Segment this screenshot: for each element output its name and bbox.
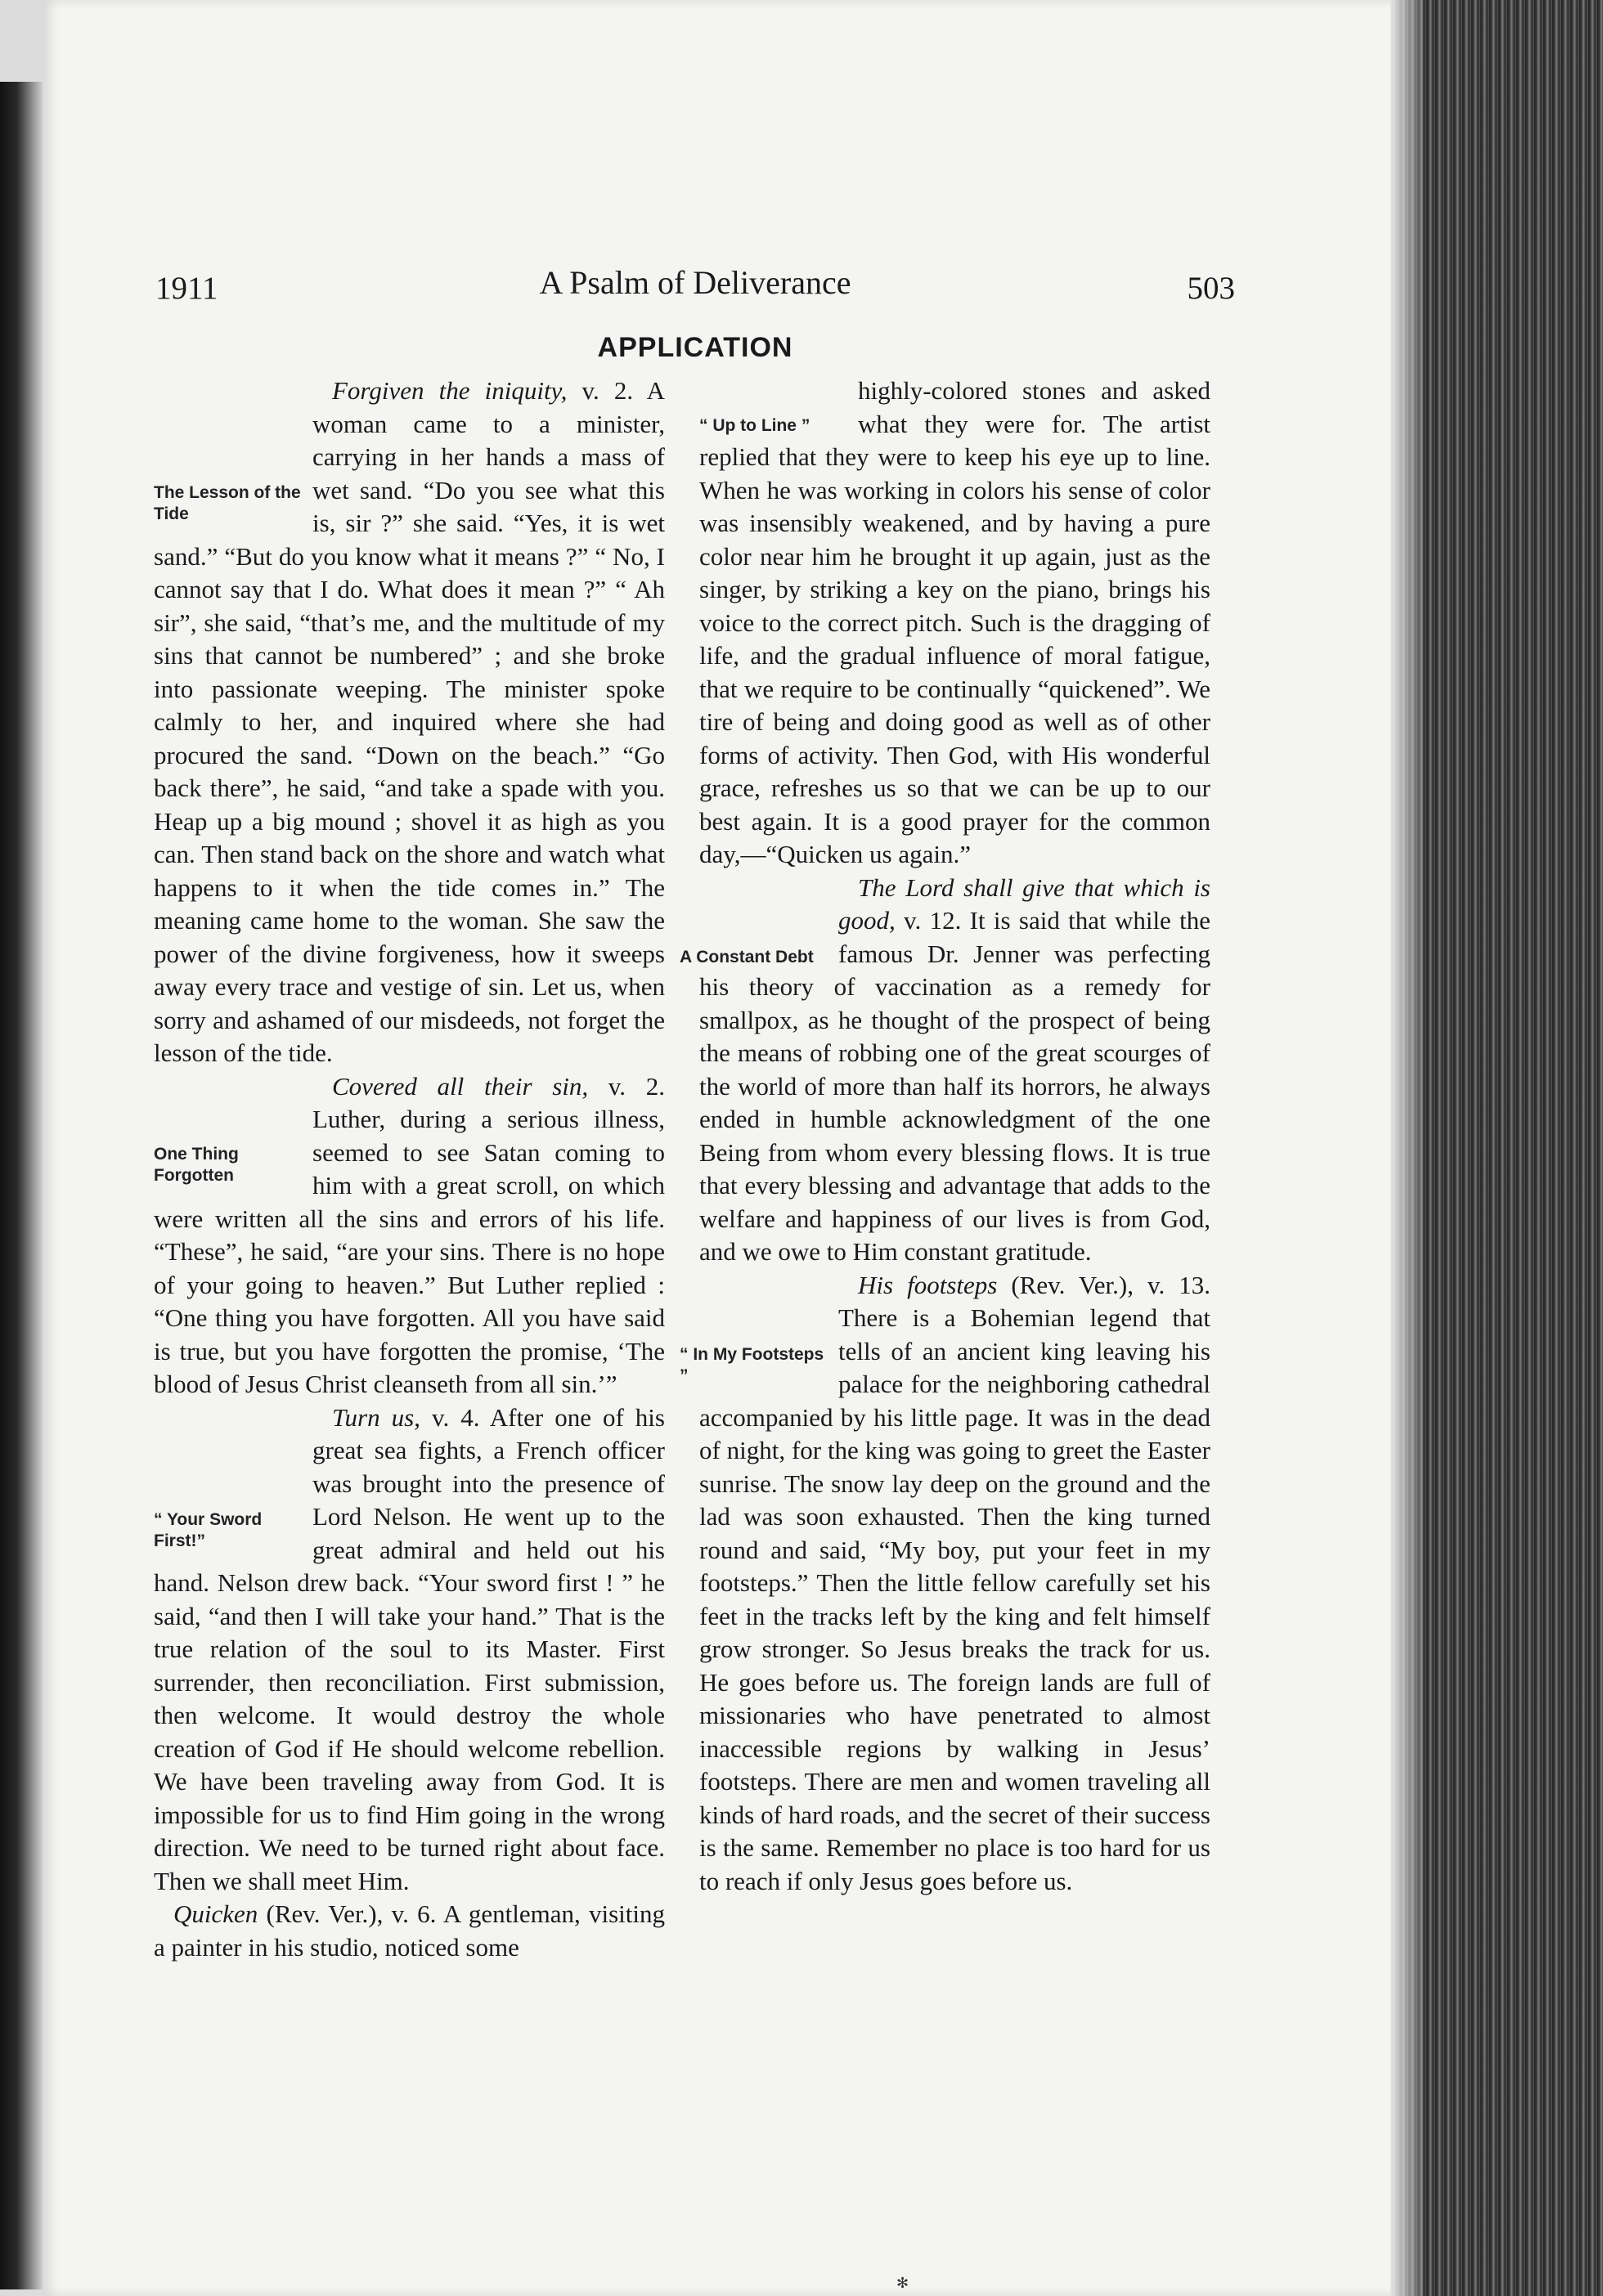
paragraph-forgiven [154, 374, 665, 1070]
sidenote-constant-debt: A Constant Debt [680, 947, 814, 966]
paragraph-footsteps [680, 1269, 1210, 1899]
header-title: A Psalm of Deliverance [539, 264, 851, 301]
paragraph-lord-good [680, 872, 1210, 1269]
left-column [154, 374, 665, 1964]
ink-fleck: ✻ [896, 2275, 909, 2291]
text-lord-good: v. 12. It is said that while the famous Dr. Jenner was perfecting his theory of vaccination as a remedy for smallpox, as he thought of the prospect of being the means of robbing one of the great scourges of the world of more than half its horrors, he always ended in humble acknowledgment of the one Being from whom every blessing flows. It is true that every blessing and advantage that adds to the welfare and happiness of our lives is from God, and we owe to Him constant gratitude. [699, 906, 1210, 1266]
text-stones: highly-colored stones and asked what they were for. The artist replied that they were to keep his eye up to line. When he was working in colors his sense of color was insensibly weakened, and by having a pure color near him he brought it up again, just as the singer, by striking a key on the piano, brings his voice to the correct pitch. Such is the dragging of life, and the gradual influence of moral fatigue, that we require to be continually “quickened”. We tire of being and doing good as well as of other forms of activity. Then God, with His wonderful grace, refreshes us so that we can be up to our best again. It is a good prayer for the common day,—“Quicken us again.” [699, 376, 1210, 868]
section-title: APPLICATION [597, 332, 793, 363]
paragraph-covered [154, 1070, 665, 1401]
text-footsteps: (Rev. Ver.), v. 13. There is a Bohemian legend that tells of an ancient king leaving his palace for the neighboring cathedral accompanied by his little page. It was in the dead of night, for the king was going to greet the Easter sunrise. The snow lay deep on the ground and the lad was soon exhausted. Then the king turned round and said, “My boy, put your feet in my footsteps.” Then the little fellow carefully set his feet in the tracks left by the king and felt himself grow stronger. So Jesus breaks the track for us. He goes before us. The foreign lands are full of missionaries who have penetrated to almost inaccessible regions by walking in Jesus’ footsteps. There are men and women traveling all kinds of hard roads, and the secret of their success is the same. Remember no place is too hard for us to reach if only Jesus goes before us. [699, 1270, 1210, 1895]
text-covered: v. 2. Luther, during a serious illness, seemed to see Satan coming to him with a great scroll, on which were written all the sins and errors of his life. “These”, he said, “are your sins. There is no hope of your going to heaven.” But Luther replied : “One thing you have forgotten. All you have said is true, but you have forgotten the promise, ‘The blood of Jesus Christ cleanseth from all sin.’” [154, 1071, 665, 1398]
sidenote-your-sword: “ Your Sword First!” [154, 1509, 263, 1550]
ref-forgiven: Forgiven the iniquity, [332, 376, 568, 405]
page-number: 503 [1187, 271, 1235, 306]
sidenote-lesson-tide: The Lesson of the Tide [154, 483, 301, 523]
book-fore-edge [1390, 0, 1603, 2296]
paragraph-quicken [154, 1898, 665, 1964]
text-forgiven: v. 2. A woman came to a minister, carrying in her hands a mass of wet sand. “Do you see what this is, sir ?” she said. “Yes, it is wet sand.” “But do you know what it means ?” “ No, I cannot say that I do. What does it mean ?” “ Ah sir”, she said, “that’s me, and the multitude of my sins that cannot be numbered” ; and she broke into passionate weeping. The minister spoke calmly to her, and inquired where she had procured the sand. “Down on the beach.” “Go back there”, he said, “and take a spade with you. Heap up a big mound ; shovel it as high as you can. Then stand back on the shore and watch what happens to it when the tide comes in.” The meaning came home to the woman. She saw the power of the divine forgiveness, how it sweeps away every trace and vestige of sin. Let us, when sorry and ashamed of our misdeeds, not forget the lesson of the tide. [154, 376, 665, 1067]
ref-lord-good: The Lord shall give that which is good, [838, 872, 1210, 935]
text-turn-us: v. 4. After one of his great sea fights, a French officer was brought into the presence of Lord Nelson. He went up to the great admiral and held out his hand. Nelson drew back. “Your sword first ! ” he said, “and then I will take your hand.” That is the true relation of the soul to its Master. First surrender, then reconciliation. First submission, then welcome. It would destroy the whole creation of God if He should welcome rebellion. We have been traveling away from God. It is impossible for us to find Him going in the wrong direction. We need to be turned right about face. Then we shall meet Him. [154, 1402, 665, 1895]
ref-quicken: Quicken [173, 1899, 258, 1928]
sidenote-footsteps: “ In My Footsteps ” [680, 1344, 824, 1385]
text-quicken: (Rev. Ver.), v. 6. A gentleman, visiting a painter in his studio, noticed some [154, 1899, 665, 1962]
ref-footsteps: His footsteps [858, 1270, 998, 1299]
ref-covered: Covered all their sin, [332, 1071, 589, 1101]
ref-turn-us: Turn us, [332, 1402, 420, 1432]
sidenote-one-thing: One Thing Forgotten [154, 1144, 239, 1185]
sidenote-up-to-line: “ Up to Line ” [699, 416, 810, 435]
facing-page-edge [0, 82, 43, 2289]
right-column [680, 374, 1210, 1898]
header-year: 1911 [155, 271, 218, 306]
paragraph-stones [699, 374, 1210, 872]
running-header [155, 263, 1235, 312]
paragraph-turn-us [154, 1401, 665, 1899]
